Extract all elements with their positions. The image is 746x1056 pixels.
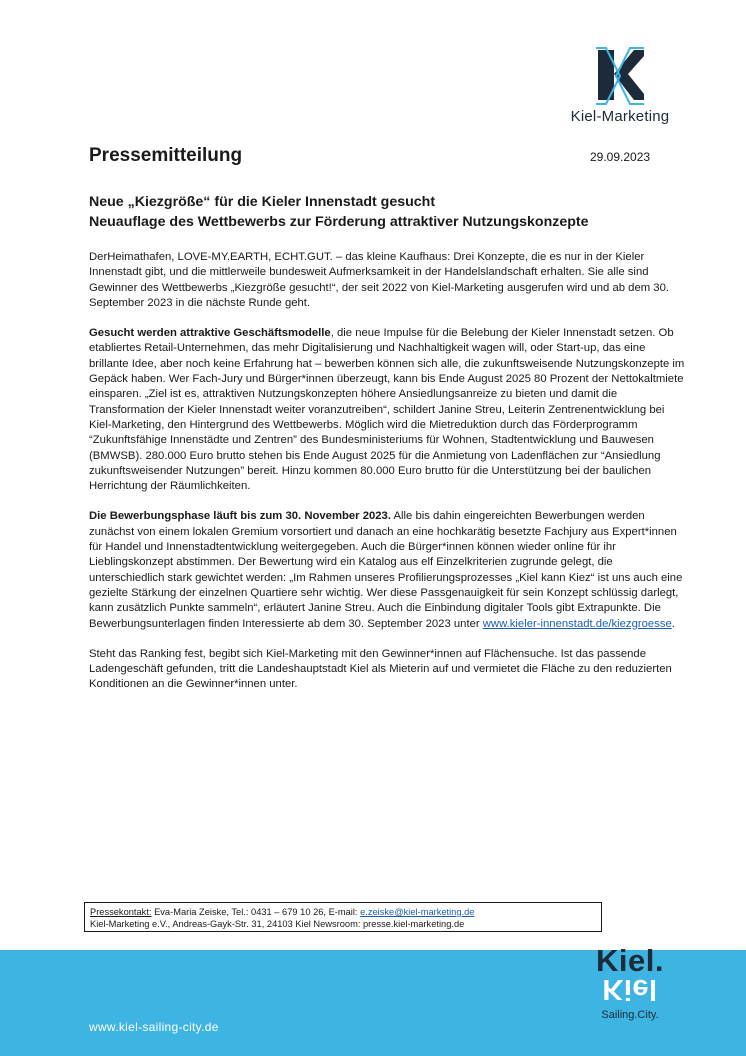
headline: [89, 192, 669, 232]
release-date: 29.09.2023: [590, 150, 651, 164]
paragraph-3-end: .: [671, 617, 675, 630]
body-text: [89, 250, 685, 708]
paragraph-3-lead: Die Bewerbungsphase läuft bis zum 30. November 2023.: [89, 510, 391, 523]
press-email-link[interactable]: e.zeiske@kiel-marketing.de: [360, 907, 475, 917]
paragraph-2: [89, 326, 685, 494]
logo-tagline: Sailing.City.: [601, 1009, 659, 1021]
kiel-sailing-city-logo: [584, 943, 676, 1021]
paragraph-4: Steht das Ranking fest, begibt sich Kiel-Marketing mit den Gewinner*innen auf Flächensuche. Ist das passende Ladengeschäft gefunden, tritt die Landeshauptstadt Kiel als Mieterin auf und vermietet die Fläche zu den reduzierten Konditionen an die Gewinner*innen unter.: [89, 647, 672, 691]
paragraph-2-text: , die neue Impulse für die Belebung der Kieler Innenstadt setzen. Ob etabliertes Retail-Unternehmen, das mehr Digitalisierung und Nachhaltigkeit wagen will, oder Start-up, das eine brillante Idee, aber noch keine Erfahrung hat – bewerben können sich alle, die zukunftsweisende Nutzungskonzepte im Gepäck haben. Wer Fach-Jury und Bürger*innen überzeugt, kann bis Ende August 2025 80 Prozent der Nettokaltmiete einsparen. „Ziel ist es, attraktiven Nutzungskonzepten höhere Ansiedlungsanreize zu bieten und damit die Transformation der Kieler Innenstadt weiter voranzutreiben“, schildert Janine Streu, Leiterin Zentrenentwicklung bei Kiel-Marketing, den Hintergrund des Wettbewerbs. Möglich wird die Mietreduktion durch das Förderprogramm “Zukunftsfähige Innenstädte und Zentren” des Bundesministeriums für Wohnen, Stadtentwicklung und Bauwesen (BMWSB). 280.000 Euro brutto stehen bis Ende August 2025 für die Anmietung von Ladenflächen zur “Ansiedlung zukunftsweisender Nutzungen” bereit. Hinzu kommen 80.000 Euro brutto für die Unterstützung bei der baulichen Herrichtung der Räumlichkeiten.: [89, 327, 685, 493]
brand-name: Kiel-Marketing: [570, 108, 670, 125]
page-title: Pressemitteilung: [89, 145, 243, 166]
kiel-logo-word: Kiel.: [596, 943, 664, 978]
footer-url: www.kiel-sailing-city.de: [89, 1020, 219, 1034]
k-monogram-icon: [594, 44, 646, 106]
headline-line-2: Neuauflage des Wettbewerbs zur Förderung attraktiver Nutzungskonzepte: [89, 214, 589, 230]
press-contact-label: Pressekontakt:: [90, 907, 152, 917]
paragraph-2-lead: Gesucht werden attraktive Geschäftsmodelle: [89, 327, 331, 340]
press-contact-text: Eva-Maria Zeiske, Tel.: 0431 – 679 10 26, E-mail:: [151, 907, 361, 917]
press-contact-box: [84, 902, 602, 932]
paragraph-1: DerHeimathafen, LOVE-MY.EARTH, ECHT.GUT. – das kleine Kaufhaus: Drei Konzepte, die es nur in der Kieler Innenstadt gibt, und die mittlerweile bundesweit Aufmerksamkeit in der Handelslandschaft erhalten. Sie alle sind Gewinner des Wettbewerbs „Kiezgröße gesucht!“, der seit 2022 von Kiel-Marketing ausgerufen wird und ab dem 30. September 2023 in die nächste Runde geht.: [89, 251, 670, 309]
press-address: Kiel-Marketing e.V., Andreas-Gayk-Str. 31, 24103 Kiel Newsroom: presse.kiel-marketing.de: [90, 919, 465, 929]
headline-line-1: Neue „Kiezgröße“ für die Kieler Innenstadt gesucht: [89, 194, 436, 210]
paragraph-3-text: Alle bis dahin eingereichten Bewerbungen werden zunächst von einem lokalen Gremium vorsortiert und danach an eine hochkarätig besetzte Fachjury aus Expert*innen für Handel und Innenstadtentwicklung weitergegeben. Auch die Bürger*innen können wieder online für ihr Lieblingskonzept abstimmen. Der Bewertung wird ein Katalog aus elf Einzelkriterien zugrunde gelegt, die unterschiedlich stark gewichtet werden: „Im Rahmen unseres Profilierungsprozesses „Kiel kann Kiez“ ist uns auch eine gezielte Stärkung der einzelnen Quartiere sehr wichtig. Wer diese Passgenauigkeit für sein Konzept schlüssig darlegt, kann zusätzlich Punkte sammeln“, erläutert Janine Streu. Auch die Einbindung digitaler Tools gibt Extrapunkte. Die Bewerbungsunterlagen finden Interessierte ab dem 30. September 2023 unter: [89, 510, 683, 630]
kiel-marketing-logo: [560, 44, 680, 125]
kiezgroesse-link[interactable]: www.kieler-innenstadt.de/kiezgroesse: [482, 617, 672, 630]
paragraph-3: [89, 509, 685, 631]
kiel-logo-mirror-word: Kiel: [602, 973, 658, 1005]
